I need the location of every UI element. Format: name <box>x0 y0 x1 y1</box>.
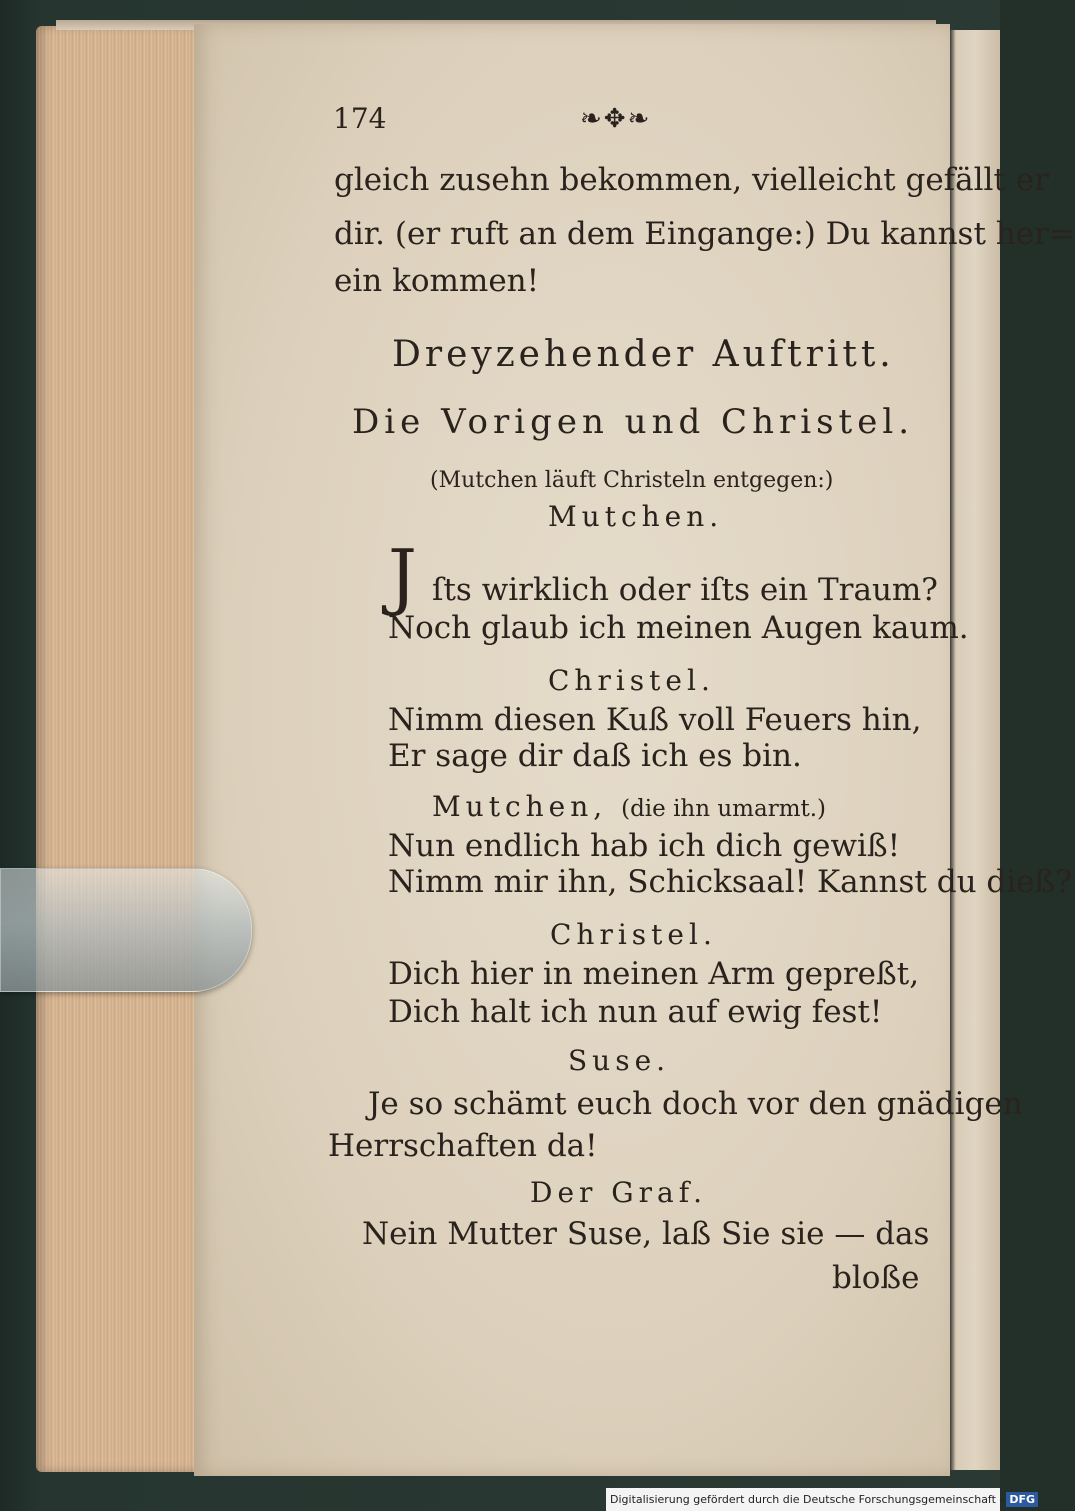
verse-line: Dich hier in meinen Arm gepreßt, <box>388 956 920 992</box>
text-line-1: gleich zusehn bekommen, vielleicht gefällt er <box>334 162 1049 198</box>
page-number: 174 <box>333 102 387 135</box>
speaker-mutchen: Mutchen. <box>548 500 724 533</box>
scene-heading: Dreyzehender Auftritt. <box>392 334 895 375</box>
speaker-name: Mutchen, <box>432 790 608 823</box>
scene-persons: Die Vorigen und Christel. <box>352 402 915 442</box>
verse-line: Er sage dir daß ich es bin. <box>388 738 802 774</box>
funding-text: Digitalisierung gefördert durch die Deutsche Forschungsgemeinschaft - <box>610 1493 1004 1506</box>
verse-line: Dich halt ich nun auf ewig fest! <box>388 994 883 1030</box>
drop-capital: J <box>388 534 417 618</box>
verse-line: Nimm diesen Kuß voll Feuers hin, <box>388 702 922 738</box>
speaker-graf: Der Graf. <box>530 1176 708 1209</box>
verse-line: Noch glaub ich meinen Augen kaum. <box>388 610 969 646</box>
verse-line: Nimm mir ihn, Schicksaal! Kannst du dieß? <box>388 864 1072 900</box>
speaker-christel: Christel. <box>548 664 715 697</box>
page-edges <box>36 26 198 1472</box>
prose-line: Nein Mutter Suse, laß Sie sie — das <box>362 1216 930 1252</box>
prose-line: Je so schämt euch doch vor den gnädigen <box>368 1086 1023 1122</box>
speaker-mutchen <box>432 790 826 823</box>
stage-direction-inline: (die ihn umarmt.) <box>621 796 827 822</box>
verse-line: Nun endlich hab ich dich gewiß! <box>388 828 901 864</box>
speaker-christel: Christel. <box>550 918 717 951</box>
speaker-suse: Suse. <box>568 1044 671 1077</box>
ornament-icon: ❧✥❧ <box>580 104 652 134</box>
glass-bookmark-weight <box>0 868 252 992</box>
text-line-3: ein kommen! <box>334 263 540 299</box>
catchword: bloße <box>832 1260 920 1296</box>
text-line-2: dir. (er ruft an dem Eingange:) Du kannst her= <box>334 216 1075 252</box>
prose-line: Herrschaften da! <box>328 1128 598 1164</box>
verse-line: ſts wirklich oder iſts ein Traum? <box>432 572 938 608</box>
dfg-logo: DFG <box>1006 1492 1038 1507</box>
funding-footer <box>606 1488 1036 1511</box>
stage-direction: (Mutchen läuft Christeln entgegen:) <box>430 468 834 493</box>
